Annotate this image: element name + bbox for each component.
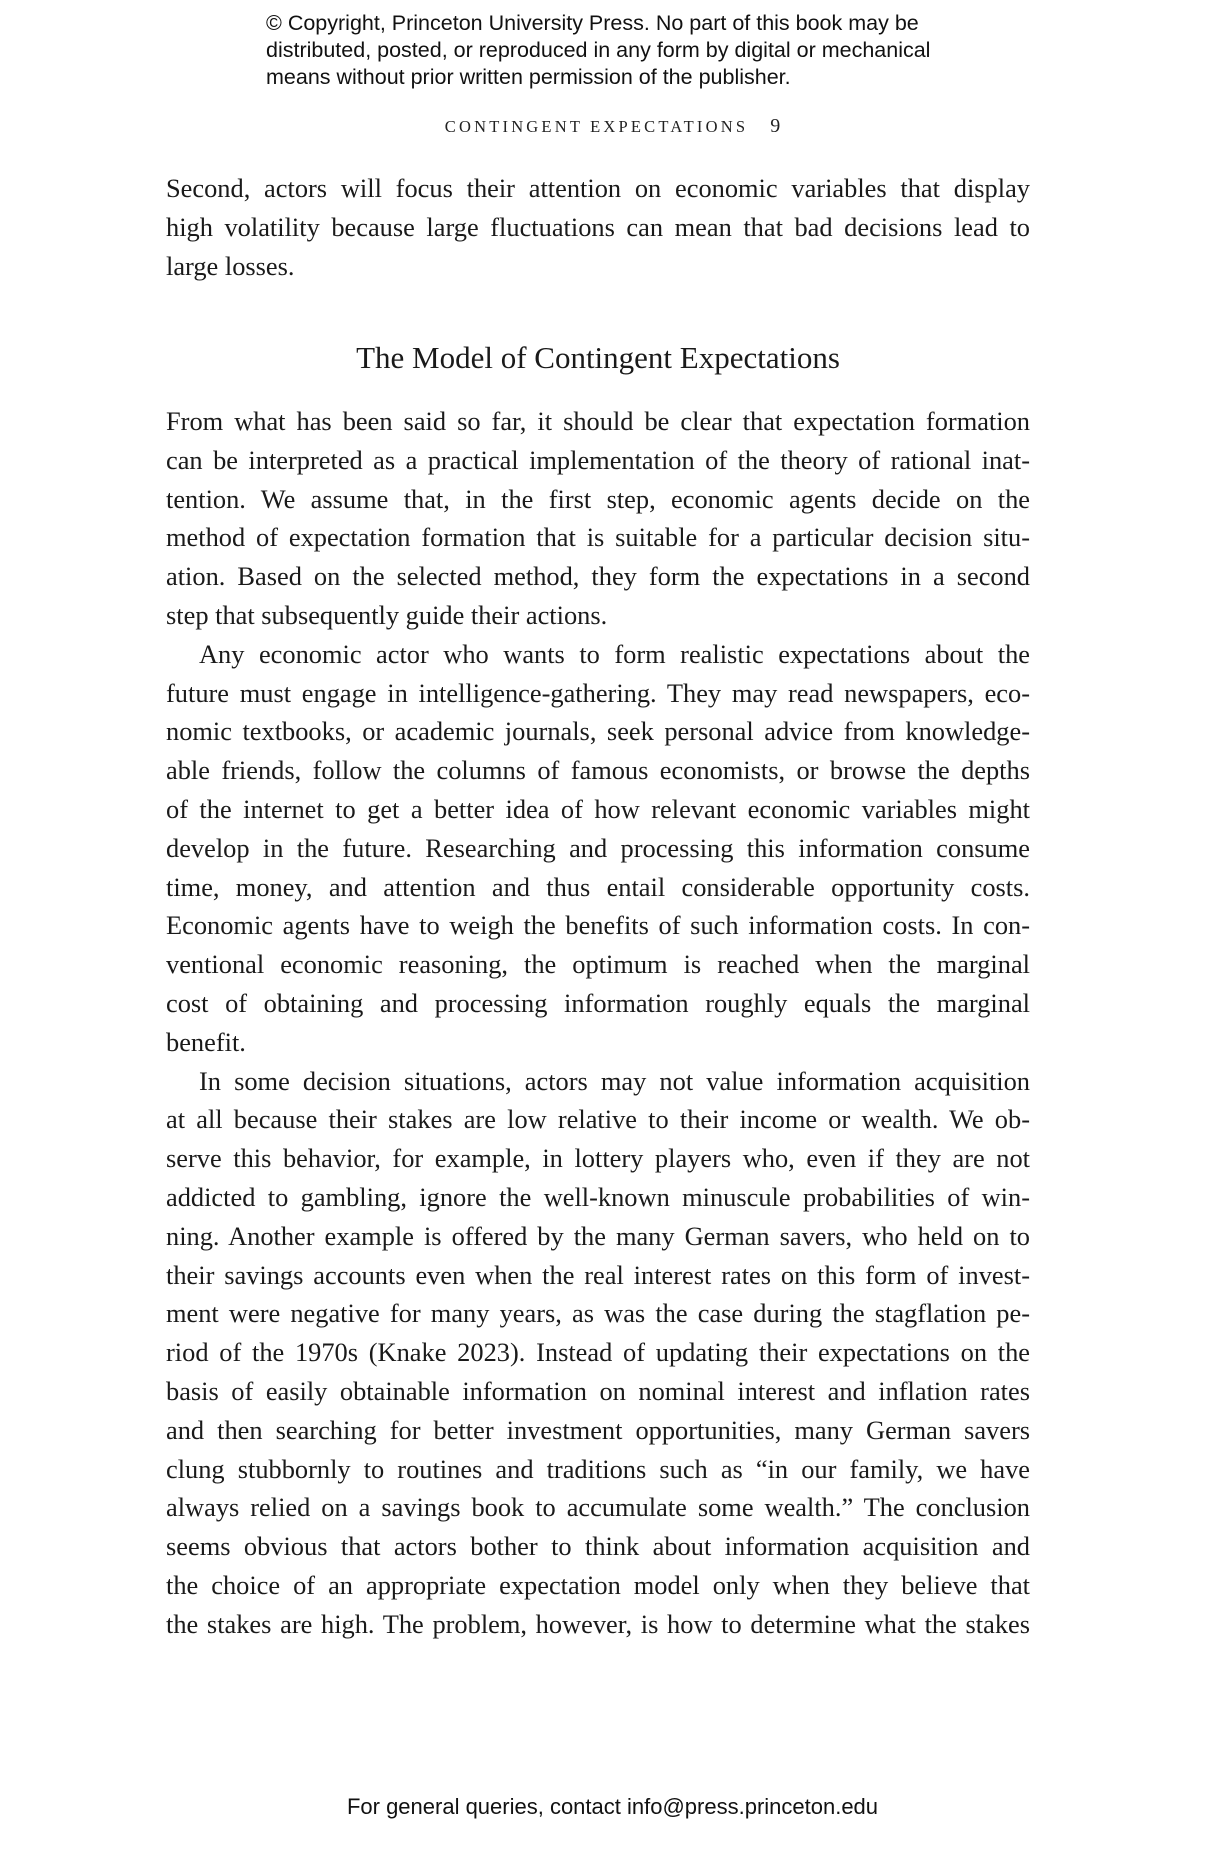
text-line: clung stubbornly to routines and traditions such as “in our family, we have bbox=[166, 1453, 1030, 1484]
text-line: riod of the 1970s (Knake 2023). Instead of updating their expectations on the bbox=[166, 1337, 1030, 1368]
copyright-line: © Copyright, Princeton University Press. No part of this book may be bbox=[266, 11, 919, 35]
footer-contact: For general queries, contact info@press.princeton.edu bbox=[346, 1794, 879, 1819]
text-line: basis of easily obtainable information on nominal interest and inflation rates bbox=[166, 1375, 1030, 1406]
paragraph bbox=[166, 402, 1030, 635]
running-head-title: CONTINGENT EXPECTATIONS bbox=[444, 117, 749, 136]
text-line: In some decision situations, actors may not value information acquisition bbox=[199, 1065, 1030, 1096]
copyright-line: distributed, posted, or reproduced in any form by digital or mechanical bbox=[266, 38, 931, 62]
intro-paragraph bbox=[166, 169, 1030, 285]
text-line: cost of obtaining and processing information roughly equals the marginal bbox=[166, 987, 1030, 1018]
paragraph bbox=[166, 1062, 1030, 1644]
text-line: ventional economic reasoning, the optimum is reached when the marginal bbox=[166, 949, 1030, 980]
text-line: ation. Based on the selected method, they form the expectations in a second bbox=[166, 561, 1030, 592]
page-number: 9 bbox=[770, 115, 781, 137]
text-line: time, money, and attention and thus entail considerable opportunity costs. bbox=[166, 871, 1030, 902]
text-line: develop in the future. Researching and processing this information consume bbox=[166, 832, 1030, 863]
text-line: able friends, follow the columns of famous economists, or browse the depths bbox=[166, 755, 1030, 786]
text-line: serve this behavior, for example, in lottery players who, even if they are not bbox=[166, 1143, 1030, 1174]
text-line: future must engage in intelligence-gathering. They may read newspapers, eco- bbox=[166, 677, 1030, 708]
text-line: large losses. bbox=[166, 250, 295, 281]
text-line: Any economic actor who wants to form realistic expectations about the bbox=[199, 638, 1030, 669]
running-head bbox=[0, 115, 1225, 138]
text-line: From what has been said so far, it should be clear that expectation formation bbox=[166, 406, 1030, 436]
text-line: ning. Another example is offered by the many German savers, who held on to bbox=[166, 1220, 1030, 1251]
copyright-line: means without prior written permission of the publisher. bbox=[266, 65, 791, 89]
text-line: the stakes are high. The problem, however, is how to determine what the stakes bbox=[166, 1608, 1030, 1639]
text-line: and then searching for better investment opportunities, many German savers bbox=[166, 1414, 1030, 1445]
text-line: tention. We assume that, in the first step, economic agents decide on the bbox=[166, 483, 1030, 514]
text-line: can be interpreted as a practical implementation of the theory of rational inat- bbox=[166, 444, 1030, 475]
text-line: their savings accounts even when the real interest rates on this form of invest- bbox=[166, 1259, 1030, 1290]
text-line: Second, actors will focus their attention on economic variables that display bbox=[166, 173, 1030, 203]
body-text bbox=[166, 402, 1030, 1644]
text-line: at all because their stakes are low relative to their income or wealth. We ob- bbox=[166, 1104, 1030, 1135]
text-line: addicted to gambling, ignore the well-known minuscule probabilities of win- bbox=[166, 1181, 1030, 1212]
text-line: seems obvious that actors bother to think about information acquisition and bbox=[166, 1531, 1030, 1562]
text-line: method of expectation formation that is suitable for a particular decision situ- bbox=[166, 522, 1030, 553]
section-heading: The Model of Contingent Expectations bbox=[356, 340, 840, 375]
text-line: Economic agents have to weigh the benefits of such information costs. In con- bbox=[166, 910, 1030, 941]
copyright-notice bbox=[266, 10, 1026, 91]
text-line: ment were negative for many years, as was the case during the stagflation pe- bbox=[166, 1298, 1030, 1329]
text-line: of the internet to get a better idea of how relevant economic variables might bbox=[166, 793, 1030, 824]
text-line: the choice of an appropriate expectation model only when they believe that bbox=[166, 1569, 1030, 1600]
text-line: nomic textbooks, or academic journals, seek personal advice from knowledge- bbox=[166, 716, 1030, 747]
text-line: always relied on a savings book to accumulate some wealth.” The conclusion bbox=[166, 1492, 1030, 1523]
paragraph bbox=[166, 635, 1030, 1062]
text-line: step that subsequently guide their actions. bbox=[166, 599, 608, 630]
text-line: high volatility because large fluctuations can mean that bad decisions lead to bbox=[166, 211, 1030, 242]
text-line: benefit. bbox=[166, 1026, 246, 1057]
